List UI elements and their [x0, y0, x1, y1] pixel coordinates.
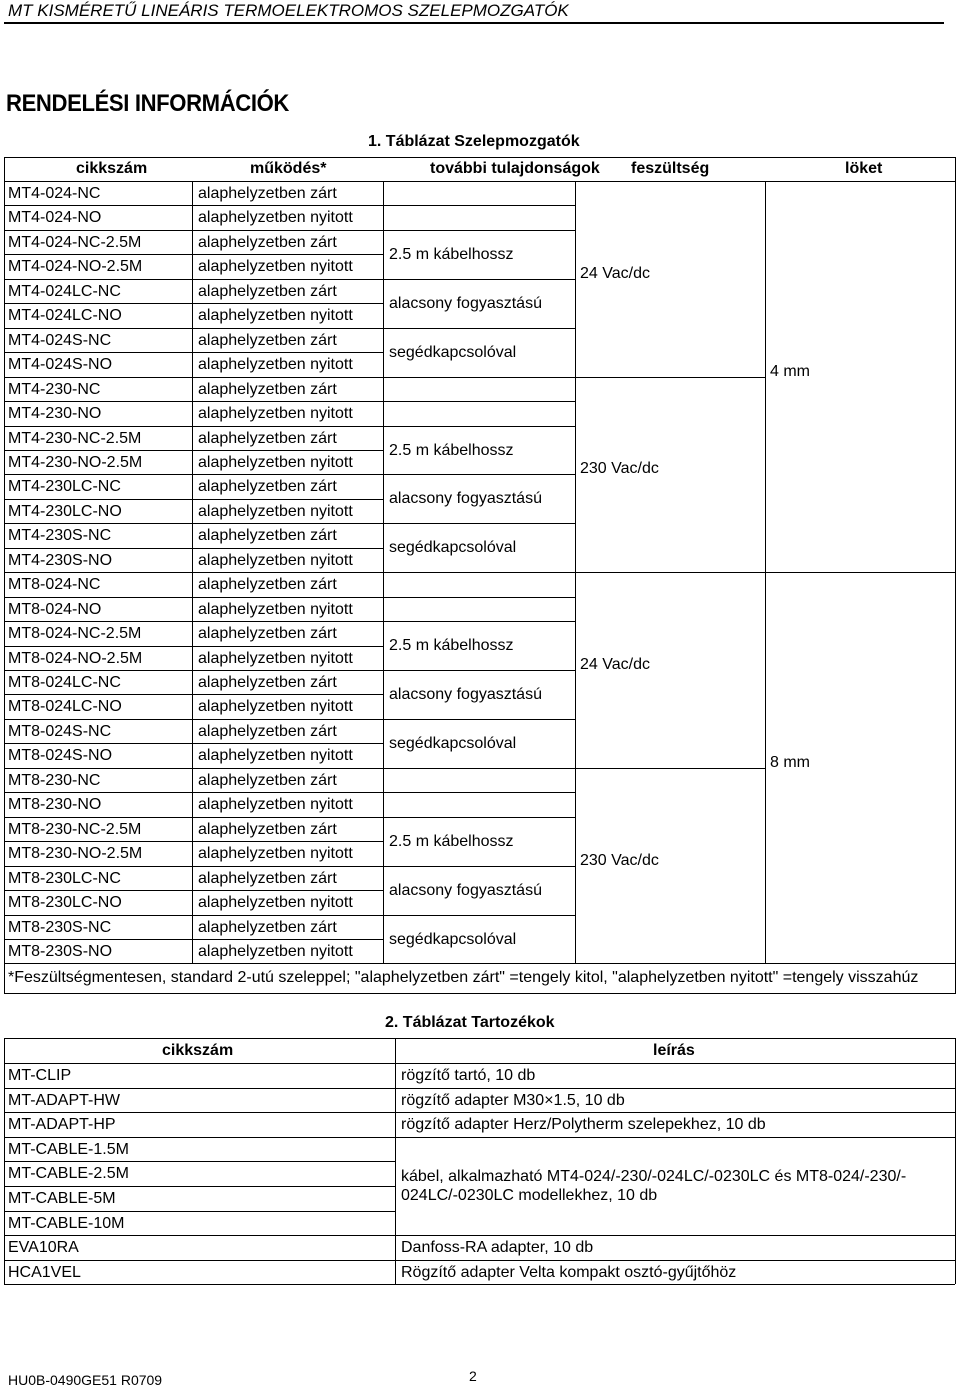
table-rule: [955, 1038, 956, 1284]
table-rule: [575, 963, 765, 964]
column-header-3: további tulajdonságok: [430, 160, 600, 177]
row-operation: alaphelyzetben nyitott: [198, 209, 353, 227]
table-rule: [4, 474, 383, 475]
stroke-value: 8 mm: [770, 753, 810, 771]
table-rule: [955, 157, 956, 993]
header-rule: [4, 22, 944, 24]
accessory-description: Danfoss-RA adapter, 10 db: [401, 1239, 594, 1257]
table-rule: [4, 915, 383, 916]
row-code: MT4-230-NO: [8, 405, 102, 423]
row-operation: alaphelyzetben zárt: [198, 185, 337, 202]
row-code: MT4-230S-NC: [8, 527, 112, 545]
table-rule: [4, 1211, 395, 1212]
accessory-description: kábel, alkalmazható MT4-024/-230/-024LC/-0230LC és MT8-024/-230/-: [401, 1168, 907, 1186]
table-rule: [4, 401, 383, 402]
row-operation: alaphelyzetben nyitott: [198, 258, 353, 276]
accessory-code: MT-ADAPT-HW: [8, 1091, 120, 1109]
table-rule: [4, 768, 383, 769]
table-rule: [383, 572, 575, 573]
row-code: MT8-024-NC: [8, 576, 101, 594]
accessory-description: rögzítő adapter M30×1.5, 10 db: [401, 1091, 625, 1109]
table-rule: [4, 993, 956, 994]
table-rule: [4, 817, 383, 818]
row-code: MT4-230-NC-2.5M: [8, 429, 142, 447]
table-rule: [4, 303, 383, 304]
row-code: MT8-024LC-NO: [8, 698, 122, 716]
table-rule: [383, 915, 575, 916]
column-header-4: feszültség: [631, 160, 710, 177]
table-rule: [4, 1137, 395, 1138]
row-operation: alaphelyzetben zárt: [198, 233, 337, 251]
feature-aux-switch: segédkapcsolóval: [389, 734, 517, 752]
row-operation: alaphelyzetben nyitott: [198, 502, 353, 520]
row-operation: alaphelyzetben nyitott: [198, 307, 353, 325]
header-title: MT KISMÉRETŰ LINEÁRIS TERMOELEKTROMOS SZELEPMOZGATÓK: [8, 1, 569, 20]
row-code: MT4-230-NC: [8, 380, 101, 398]
accessory-code: EVA10RA: [8, 1239, 79, 1257]
row-code: MT4-024LC-NC: [8, 282, 121, 300]
table-rule: [4, 670, 383, 671]
table-rule: [765, 181, 766, 963]
table-rule: [395, 1088, 955, 1089]
table-rule: [4, 230, 383, 231]
row-code: MT8-024S-NO: [8, 747, 113, 765]
table-rule: [383, 719, 575, 720]
row-operation: alaphelyzetben zárt: [198, 478, 337, 496]
table-rule: [4, 328, 383, 329]
feature-low-consumption: alacsony fogyasztású: [389, 881, 542, 899]
accessory-description: Rögzítő adapter Velta kompakt osztó-gyűjtőhöz: [401, 1263, 737, 1281]
table-rule: [575, 181, 576, 963]
row-code: MT4-230-NO-2.5M: [8, 453, 143, 471]
table-rule: [383, 866, 575, 867]
table-rule: [395, 1235, 955, 1236]
table-rule: [4, 792, 383, 793]
feature-low-consumption: alacsony fogyasztású: [389, 686, 542, 703]
feature-aux-switch: segédkapcsolóval: [389, 539, 517, 557]
row-operation: alaphelyzetben zárt: [198, 527, 337, 545]
table-rule: [4, 157, 955, 158]
table-rule: [383, 377, 575, 378]
table-rule: [383, 597, 575, 598]
accessory-code: MT-ADAPT-HP: [8, 1116, 116, 1134]
table-rule: [395, 1038, 396, 1284]
row-operation: alaphelyzetben nyitott: [198, 942, 353, 960]
row-operation: alaphelyzetben zárt: [198, 380, 337, 398]
row-code: MT8-230LC-NO: [8, 894, 122, 912]
table-rule: [4, 254, 383, 255]
table1-caption: 1. Táblázat Szelepmozgatók: [368, 133, 580, 150]
row-code: MT4-230LC-NC: [8, 478, 121, 496]
table-rule: [4, 1063, 955, 1064]
accessory-code: MT-CABLE-10M: [8, 1214, 125, 1232]
row-operation: alaphelyzetben nyitott: [198, 600, 353, 618]
row-code: MT4-024-NO: [8, 209, 102, 227]
page-header: [0, 0, 944, 22]
accessory-description: rögzítő tartó, 10 db: [401, 1067, 536, 1084]
row-code: MT8-024-NO: [8, 600, 102, 618]
table-rule: [4, 866, 383, 867]
row-code: MT8-230-NO: [8, 796, 102, 814]
row-code: MT8-230-NO-2.5M: [8, 845, 143, 863]
footer-doc-code: HU0B-0490GE51 R0709: [8, 1372, 163, 1388]
stroke-value: 4 mm: [770, 362, 810, 380]
row-code: MT4-230LC-NO: [8, 502, 122, 520]
table-rule: [4, 548, 383, 549]
row-code: MT4-024-NC: [8, 185, 101, 202]
table-rule: [383, 426, 575, 427]
accessory-description: 024LC/-0230LC modellekhez, 10 db: [401, 1187, 658, 1204]
table-rule: [383, 474, 575, 475]
accessory-code: MT-CABLE-5M: [8, 1190, 116, 1207]
table-rule: [4, 963, 383, 964]
voltage-value: 24 Vac/dc: [580, 264, 650, 282]
table-rule: [765, 572, 955, 573]
row-operation: alaphelyzetben zárt: [198, 674, 337, 691]
row-code: MT4-024LC-NO: [8, 307, 122, 325]
accessory-description: rögzítő adapter Herz/Polytherm szelepekhez, 10 db: [401, 1116, 766, 1134]
table-rule: [4, 499, 383, 500]
column-header-2: működés*: [250, 160, 327, 177]
table-rule: [575, 768, 765, 769]
table-rule: [4, 646, 383, 647]
table-rule: [395, 1260, 955, 1261]
table-rule: [383, 230, 575, 231]
row-operation: alaphelyzetben nyitott: [198, 698, 353, 716]
table-rule: [4, 352, 383, 353]
row-operation: alaphelyzetben zárt: [198, 282, 337, 300]
table-rule: [383, 328, 575, 329]
row-operation: alaphelyzetben nyitott: [198, 453, 353, 471]
row-operation: alaphelyzetben nyitott: [198, 845, 353, 863]
table-rule: [4, 719, 383, 720]
table-rule: [575, 377, 765, 378]
table-rule: [383, 523, 575, 524]
row-operation: alaphelyzetben zárt: [198, 429, 337, 447]
feature-cable-length: 2.5 m kábelhossz: [389, 441, 514, 459]
table1-footnote: *Feszültségmentesen, standard 2-utú szeleppel; "alaphelyzetben zárt" =tengely kitol, "alaphelyzetben nyitott" =tengely visszahúz: [8, 969, 919, 987]
table-rule: [395, 1137, 955, 1138]
row-code: MT4-024S-NO: [8, 356, 113, 374]
row-operation: alaphelyzetben nyitott: [198, 356, 353, 374]
table-rule: [4, 572, 383, 573]
table-rule: [383, 401, 575, 402]
feature-aux-switch: segédkapcsolóval: [389, 343, 517, 361]
table-rule: [4, 279, 383, 280]
feature-low-consumption: alacsony fogyasztású: [389, 294, 542, 312]
row-operation: alaphelyzetben nyitott: [198, 796, 353, 814]
accessory-code: HCA1VEL: [8, 1263, 81, 1281]
table-rule: [4, 377, 383, 378]
table-rule: [383, 205, 575, 206]
table-rule: [4, 1260, 395, 1261]
table-rule: [4, 1161, 395, 1162]
accessory-code: MT-CABLE-2.5M: [8, 1165, 129, 1183]
row-code: MT8-024-NC-2.5M: [8, 625, 142, 643]
row-operation: alaphelyzetben zárt: [198, 722, 337, 740]
row-code: MT8-024S-NC: [8, 722, 112, 740]
feature-cable-length: 2.5 m kábelhossz: [389, 832, 514, 850]
table-rule: [765, 963, 955, 964]
table-rule: [4, 426, 383, 427]
row-operation: alaphelyzetben zárt: [198, 771, 337, 789]
row-code: MT8-024-NO-2.5M: [8, 649, 143, 667]
row-operation: alaphelyzetben zárt: [198, 576, 337, 594]
table-rule: [4, 205, 383, 206]
row-code: MT4-024-NC-2.5M: [8, 233, 142, 251]
table-rule: [4, 743, 383, 744]
table-rule: [192, 181, 193, 963]
table-rule: [4, 597, 383, 598]
row-operation: alaphelyzetben zárt: [198, 918, 337, 936]
accessory-code: MT-CABLE-1.5M: [8, 1140, 129, 1158]
section-title: RENDELÉSI INFORMÁCIÓK: [6, 90, 290, 117]
table-rule: [383, 792, 575, 793]
accessory-code: MT-CLIP: [8, 1067, 72, 1084]
table-rule: [4, 157, 5, 993]
row-operation: alaphelyzetben zárt: [198, 625, 337, 643]
table-rule: [4, 181, 955, 182]
table-rule: [4, 939, 383, 940]
voltage-value: 230 Vac/dc: [580, 460, 659, 478]
feature-cable-length: 2.5 m kábelhossz: [389, 637, 514, 655]
table-rule: [4, 523, 383, 524]
table-rule: [4, 1088, 395, 1089]
row-operation: alaphelyzetben nyitott: [198, 747, 353, 765]
row-operation: alaphelyzetben nyitott: [198, 405, 353, 423]
row-code: MT4-024S-NC: [8, 331, 112, 349]
table-rule: [4, 1284, 395, 1285]
table-rule: [4, 890, 383, 891]
row-operation: alaphelyzetben nyitott: [198, 894, 353, 912]
table-rule: [395, 1284, 955, 1285]
table-rule: [383, 963, 575, 964]
feature-low-consumption: alacsony fogyasztású: [389, 490, 542, 508]
table-rule: [4, 450, 383, 451]
feature-cable-length: 2.5 m kábelhossz: [389, 245, 514, 263]
table-rule: [395, 1112, 955, 1113]
table-rule: [4, 1235, 395, 1236]
row-operation: alaphelyzetben zárt: [198, 869, 337, 887]
table-rule: [4, 1038, 955, 1039]
table-rule: [383, 817, 575, 818]
row-code: MT8-024LC-NC: [8, 674, 121, 691]
table-rule: [383, 181, 384, 963]
voltage-value: 230 Vac/dc: [580, 851, 659, 869]
table-rule: [383, 670, 575, 671]
row-code: MT8-230S-NC: [8, 918, 112, 936]
row-operation: alaphelyzetben zárt: [198, 331, 337, 349]
table-rule: [383, 279, 575, 280]
row-code: MT4-024-NO-2.5M: [8, 258, 143, 276]
feature-aux-switch: segédkapcsolóval: [389, 930, 517, 948]
row-operation: alaphelyzetben nyitott: [198, 551, 353, 569]
row-operation: alaphelyzetben nyitott: [198, 649, 353, 667]
column-header-5: löket: [845, 160, 883, 177]
row-code: MT8-230LC-NC: [8, 869, 121, 887]
table-rule: [575, 572, 765, 573]
row-code: MT4-230S-NO: [8, 551, 113, 569]
table-rule: [4, 841, 383, 842]
table2-caption: 2. Táblázat Tartozékok: [385, 1014, 555, 1031]
table-rule: [4, 1186, 395, 1187]
column-header-1: cikkszám: [76, 160, 148, 177]
footer-page-number: 2: [469, 1368, 477, 1384]
column-header-code: cikkszám: [162, 1042, 234, 1059]
row-code: MT8-230S-NO: [8, 942, 113, 960]
table-rule: [4, 621, 383, 622]
column-header-description: leírás: [653, 1042, 695, 1059]
table-rule: [383, 768, 575, 769]
table-rule: [4, 1112, 395, 1113]
table-rule: [4, 694, 383, 695]
table-rule: [383, 621, 575, 622]
row-code: MT8-230-NC: [8, 771, 101, 789]
row-operation: alaphelyzetben zárt: [198, 820, 337, 838]
row-code: MT8-230-NC-2.5M: [8, 820, 142, 838]
voltage-value: 24 Vac/dc: [580, 656, 650, 673]
